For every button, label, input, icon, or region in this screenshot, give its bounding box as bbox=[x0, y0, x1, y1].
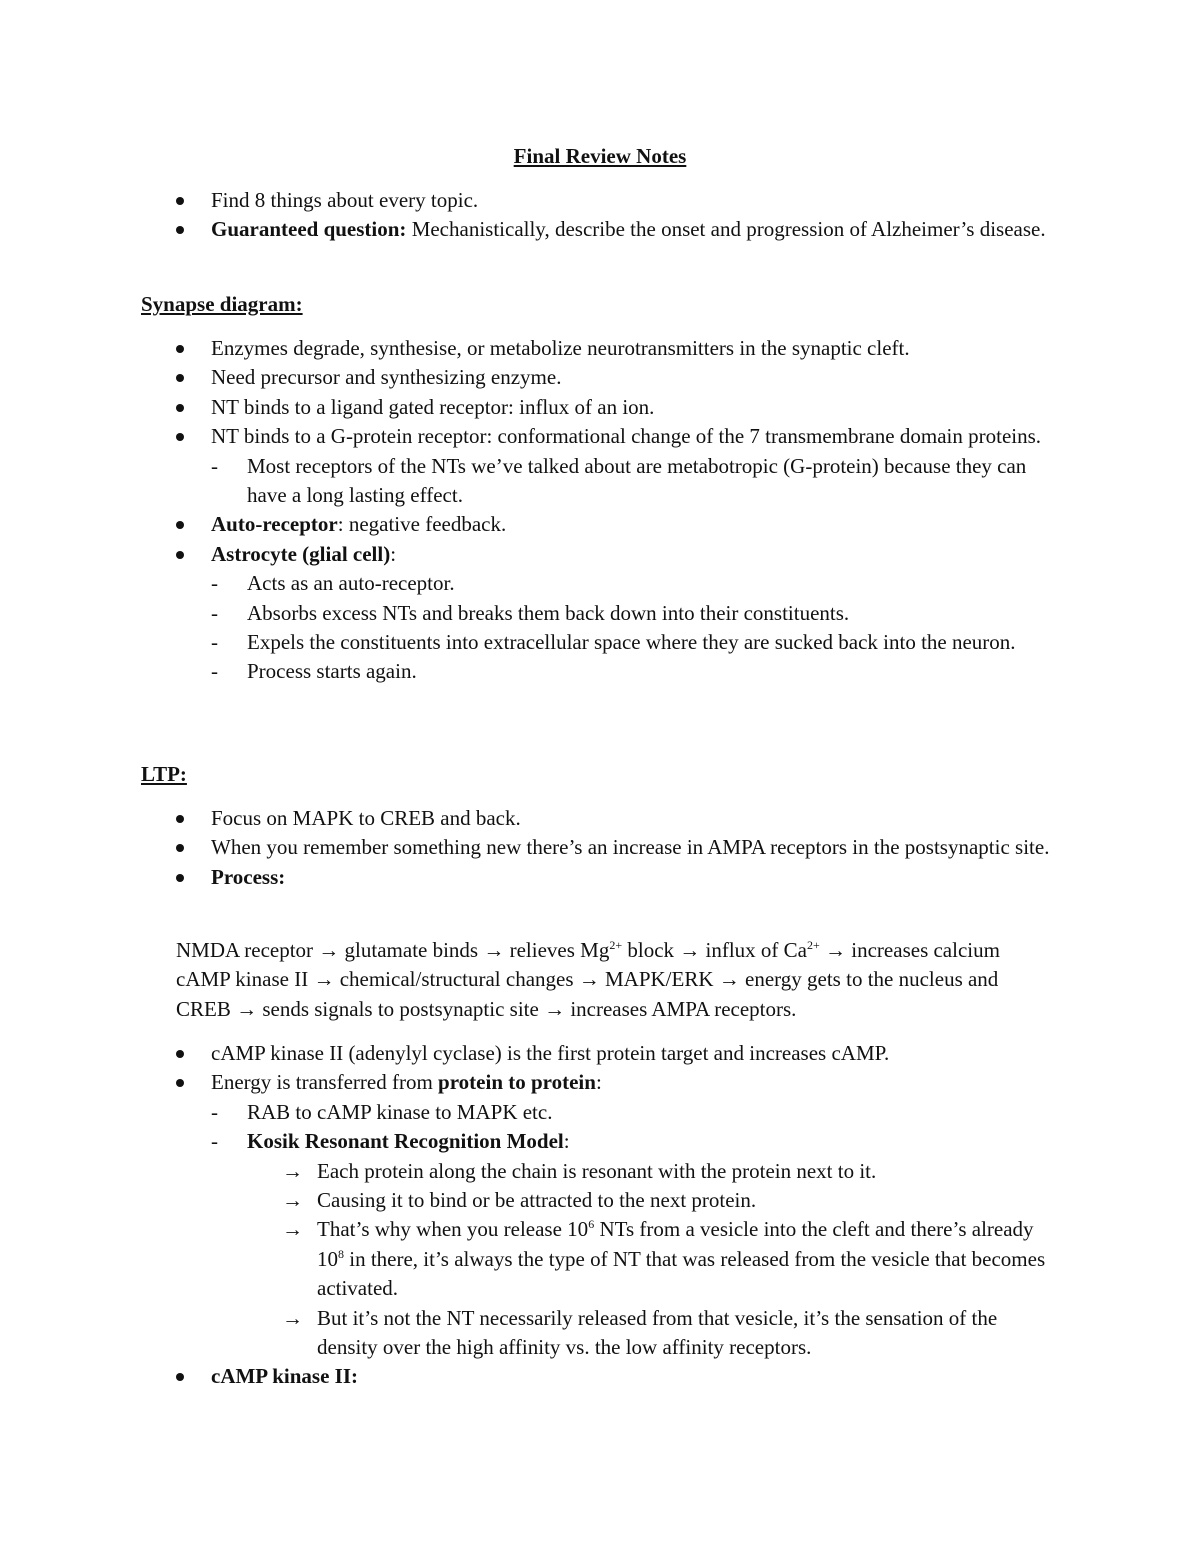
list-item: NT binds to a G-protein receptor: conformational change of the 7 transmembrane domain proteins. bbox=[0, 422, 1200, 451]
arrow-right-icon: → bbox=[282, 1158, 303, 1183]
sub-list-item: - Process starts again. bbox=[0, 657, 1200, 686]
sub-list-item: - RAB to cAMP kinase to MAPK etc. bbox=[0, 1098, 1200, 1127]
process-paragraph: NMDA receptor → glutamate binds → relieves $Mg^{2+}$ block → influx of $Ca^{2+}$ → increases calcium cAMP kinase II → chemical/structural changes → MAPK/ERK → energy gets to the nucleus and CREB → sends signals to postsynaptic site → increases AMPA receptors. bbox=[176, 938, 1000, 1021]
arrow-right-icon: → bbox=[282, 1188, 303, 1213]
dash-marker: - bbox=[211, 1099, 218, 1124]
bullet-icon bbox=[176, 345, 184, 353]
bullet-icon bbox=[176, 197, 184, 205]
dash-marker: - bbox=[211, 659, 218, 684]
sub-list-item: - Kosik Resonant Recognition Model: bbox=[0, 1127, 1200, 1156]
arrow-list-item: → Causing it to bind or be attracted to the next protein. bbox=[0, 1186, 1200, 1215]
dash-marker: - bbox=[211, 453, 218, 478]
dash-marker: - bbox=[211, 1129, 218, 1154]
ltp-list bbox=[0, 804, 1200, 892]
dash-marker: - bbox=[211, 600, 218, 625]
list-item: Guaranteed question: Mechanistically, describe the onset and progression of Alzheimer’s disease. bbox=[0, 215, 1200, 244]
list-item: Find 8 things about every topic. bbox=[0, 186, 1200, 215]
list-item: Astrocyte (glial cell): bbox=[0, 540, 1200, 569]
ltp-list-2 bbox=[0, 1039, 1200, 1392]
bullet-icon bbox=[176, 1079, 184, 1087]
bullet-icon bbox=[176, 844, 184, 852]
dash-marker: - bbox=[211, 630, 218, 655]
list-item: Need precursor and synthesizing enzyme. bbox=[0, 363, 1200, 392]
list-item: Focus on MAPK to CREB and back. bbox=[0, 804, 1200, 833]
section-heading-ltp: LTP: bbox=[141, 762, 187, 786]
arrow-list-item: → That’s why when you release $10^6$ NTs from a vesicle into the cleft and there’s already $10^8$ in there, it’s always the type of NT that was released from the vesicle that becomes activated. bbox=[282, 1217, 1046, 1301]
bullet-icon bbox=[176, 226, 184, 234]
bullet-icon bbox=[176, 374, 184, 382]
list-item: When you remember something new there’s an increase in AMPA receptors in the postsynaptic site. bbox=[0, 833, 1200, 862]
bullet-icon bbox=[176, 1373, 184, 1381]
intro-list bbox=[0, 186, 1200, 245]
arrow-list-item: → But it’s not the NT necessarily released from that vesicle, it’s the sensation of the density over the high affinity vs. the low affinity receptors. bbox=[282, 1305, 998, 1360]
list-item: Process: bbox=[0, 863, 1200, 892]
list-item: Auto-receptor: negative feedback. bbox=[0, 510, 1200, 539]
section-heading-synapse: Synapse diagram: bbox=[141, 292, 303, 316]
list-item: Energy is transferred from protein to protein: bbox=[0, 1068, 1200, 1097]
bullet-icon bbox=[176, 1050, 184, 1058]
bullet-icon bbox=[176, 433, 184, 441]
list-item: Enzymes degrade, synthesise, or metabolize neurotransmitters in the synaptic cleft. bbox=[0, 334, 1200, 363]
bullet-icon bbox=[176, 551, 184, 559]
bullet-icon bbox=[176, 404, 184, 412]
page-title: Final Review Notes bbox=[513, 144, 687, 168]
bullet-icon bbox=[176, 874, 184, 882]
arrow-list-item: → Each protein along the chain is resonant with the protein next to it. bbox=[0, 1157, 1200, 1186]
bullet-icon bbox=[176, 521, 184, 529]
list-item: cAMP kinase II (adenylyl cyclase) is the first protein target and increases cAMP. bbox=[0, 1039, 1200, 1068]
sub-list-item: - Most receptors of the NTs we’ve talked about are metabotropic (G-protein) because they can have a long lasting effect. bbox=[211, 453, 1027, 508]
arrow-right-icon: → bbox=[282, 1305, 303, 1330]
sub-list-item: - Expels the constituents into extracellular space where they are sucked back into the neuron. bbox=[0, 628, 1200, 657]
synapse-list bbox=[0, 334, 1200, 687]
sub-list-item: - Acts as an auto-receptor. bbox=[0, 569, 1200, 598]
list-item: cAMP kinase II: bbox=[0, 1362, 1200, 1391]
list-item: NT binds to a ligand gated receptor: influx of an ion. bbox=[0, 393, 1200, 422]
sub-list-item: - Absorbs excess NTs and breaks them back down into their constituents. bbox=[0, 599, 1200, 628]
dash-marker: - bbox=[211, 571, 218, 596]
bullet-icon bbox=[176, 815, 184, 823]
arrow-right-icon: → bbox=[282, 1217, 303, 1242]
